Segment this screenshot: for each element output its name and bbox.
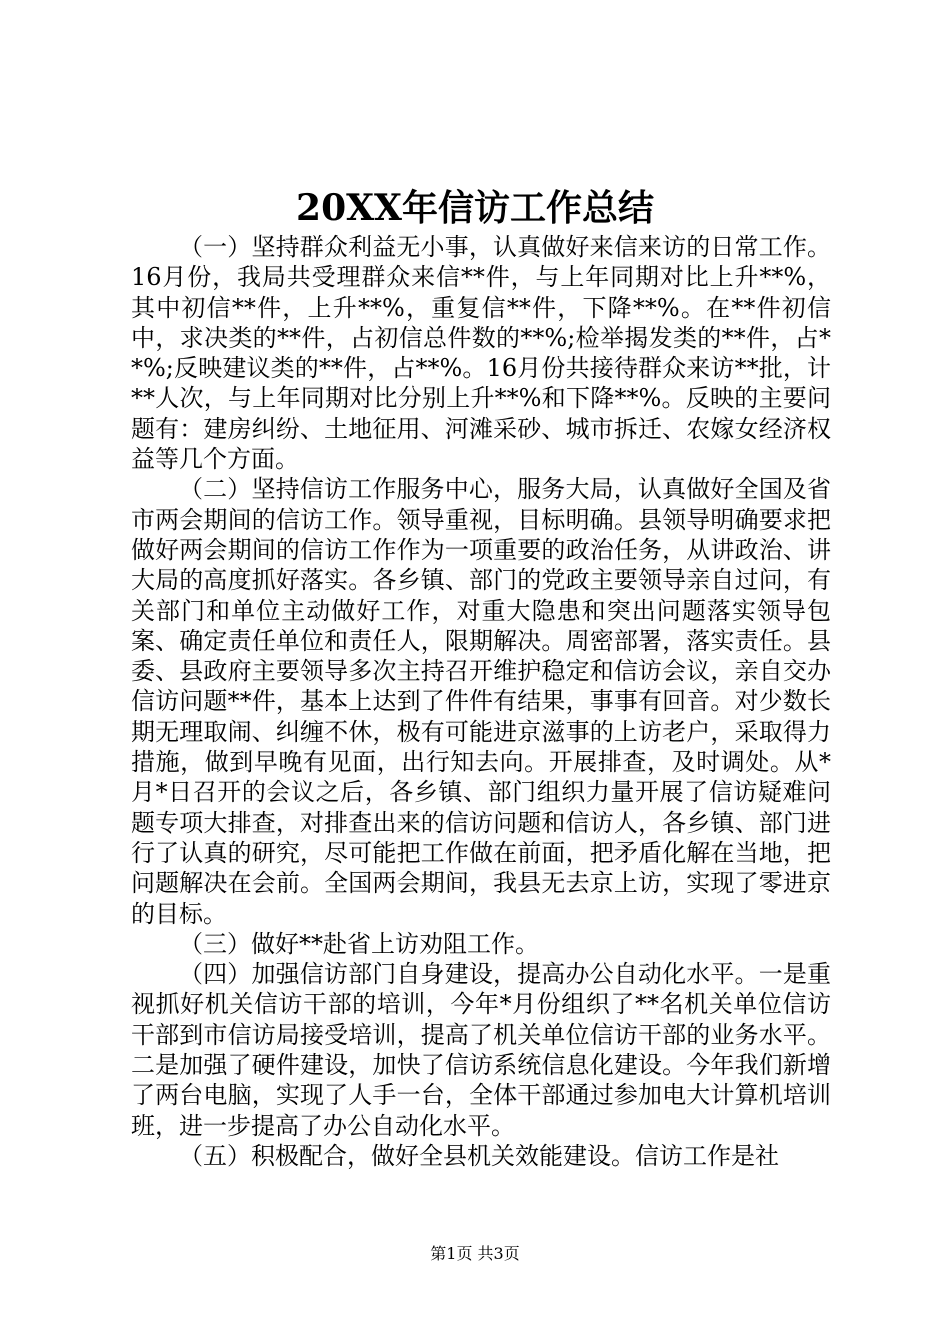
paragraph-1: （一）坚持群众利益无小事，认真做好来信来访的日常工作。16月份，我局共受理群众来信**件，与上年同期对比上升**%，其中初信**件，上升**%，重复信**件，下降**%。在**件初信中，求决类的**件，占初信总件数的**%;检举揭发类的**件，占**%;反映建议类的**件，占**%。16月份共接待群众来访**批，计**人次，与上年同期对比分别上升**%和下降**%。反映的主要问题有：建房纠纷、土地征用、河滩采砂、城市拆迁、农嫁女经济权益等几个方面。 [131,233,831,474]
document-title: 20XX年信访工作总结 [296,187,654,229]
paragraph-3: （三）做好**赴省上访劝阻工作。 [179,929,539,958]
paragraph-4: （四）加强信访部门自身建设，提高办公自动化水平。一是重视抓好机关信访干部的培训，今年*月份组织了**名机关单位信访干部到市信访局接受培训，提高了机关单位信访干部的业务水平。二是加强了硬件建设，加快了信访系统信息化建设。今年我们新增了两台电脑，实现了人手一台，全体干部通过参加电大计算机培训班，进一步提高了办公自动化水平。 [131,960,831,1140]
document-body [131,232,831,1171]
paragraph-5: （五）积极配合，做好全县机关效能建设。信访工作是社 [179,1141,779,1170]
paragraph-2: （二）坚持信访工作服务中心，服务大局，认真做好全国及省市两会期间的信访工作。领导重视，目标明确。县领导明确要求把做好两会期间的信访工作作为一项重要的政治任务，从讲政治、讲大局的高度抓好落实。各乡镇、部门的党政主要领导亲自过问，有关部门和单位主动做好工作，对重大隐患和突出问题落实领导包案、确定责任单位和责任人，限期解决。周密部署，落实责任。县委、县政府主要领导多次主持召开维护稳定和信访会议，亲自交办信访问题**件，基本上达到了件件有结果，事事有回音。对少数长期无理取闹、纠缠不休，极有可能进京滋事的上访老户，采取得力措施，做到早晚有见面，出行知去向。开展排查，及时调处。从*月*日召开的会议之后，各乡镇、部门组织力量开展了信访疑难问题专项大排查，对排查出来的信访问题和信访人，各乡镇、部门进行了认真的研究，尽可能把工作做在前面，把矛盾化解在当地，把问题解决在会前。全国两会期间，我县无去京上访，实现了零进京的目标。 [131,475,831,928]
page-number: 第1页 共3页 [430,1244,520,1263]
